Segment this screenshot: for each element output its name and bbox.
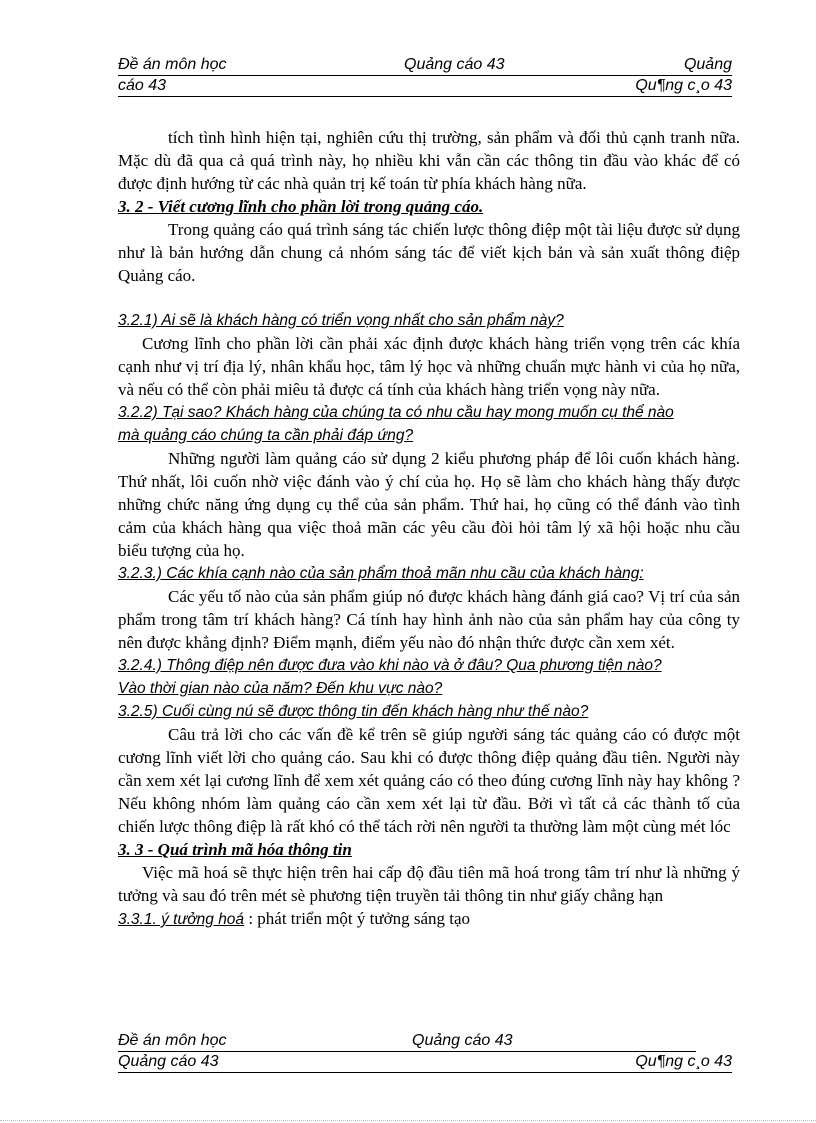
page-footer (118, 1031, 736, 1073)
section-heading-3-2: 3. 2 - Viết cương lĩnh cho phần lời trong quảng cáo. (118, 197, 484, 216)
subheading-3-3-1: 3.3.1. ý tưởng hoá (118, 911, 245, 928)
paragraph: Câu trả lời cho các vấn đề kể trên sẽ giúp người sáng tác quảng cáo có được một cương lĩnh viết lời cho quảng cáo. Sau khi có được thông điệp quảng đầu tiên. Người này cần xem xét lại cương lĩnh để xem xét quảng cáo có theo đúng cương lĩnh này hay không ? Nếu không nhóm làm quảng cáo cần xem xét lại từ đầu. Bởi vì tất cả các thành tố của chiến lược thông điệp là rất khó có thể tách rời nên người ta thường làm một cùng mét lóc (118, 725, 740, 836)
header-left: Đề án môn học (118, 56, 227, 73)
header-rule-2 (118, 96, 732, 97)
paragraph: Trong quảng cáo quá trình sáng tác chiến lược thông điệp một tài liệu được sử dụng như là bản hướng dẫn chung cả nhóm sáng tác để viết kịch bản và sản xuất thông điệp Quảng cáo. (118, 220, 740, 285)
paragraph: Những người làm quảng cáo sử dụng 2 kiểu phương pháp để lôi cuốn khách hàng. Thứ nhất, lôi cuốn nhờ việc đánh vào ý chí của họ. Họ sẽ làm cho khách hàng thấy được những chức năng ứng dụng cụ thể của sản phẩm. Thứ hai, họ cũng có thể đánh vào tình cảm của khách hàng qua việc thoả mãn các yêu cầu đòi hỏi tâm lý xã hội hoặc nhu cầu biểu tượng của họ. (118, 449, 740, 560)
question-3-2-4-line1: 3.2.4.) Thông điệp nên được đưa vào khi nào và ở đâu? Qua phương tiện nào? (118, 657, 662, 674)
header-center: Quảng cáo 43 (404, 56, 505, 73)
footer-line2-right: Qu¶ng c¸o 43 (635, 1053, 732, 1070)
question-3-2-2-line1: 3.2.2) Tại sao? Khách hàng của chúng ta có nhu cầu hay mong muốn cụ thể nào (118, 404, 674, 421)
footer-left: Đề án môn học (118, 1032, 227, 1049)
question-3-2-2-line2: mà quảng cáo chúng ta cần phải đáp ứng? (118, 427, 414, 444)
footer-rule-2 (118, 1072, 732, 1073)
question-3-2-4-line2: Vào thời gian nào của năm? Đến khu vực nào? (118, 680, 443, 697)
subheading-text: : phát triển một ý tưởng sáng tạo (244, 909, 471, 928)
header-right: Quảng (683, 56, 732, 73)
paragraph: Việc mã hoá sẽ thực hiện trên hai cấp độ đầu tiên mã hoá trong tâm trí như là những ý tưởng và sau đó trên mét sè phương tiện truyền tải thông tin như giấy chẳng hạn (118, 863, 740, 905)
document-body (118, 126, 740, 931)
paragraph: Cương lĩnh cho phần lời cần phải xác định được khách hàng triển vọng trên các khía cạnh như vị trí địa lý, nhân khẩu học, tâm lý học và những chuẩn mực hành vi của họ nữa, và nếu có thể còn phải miêu tả được cá tính của khách hàng triển vọng này nữa. (118, 334, 740, 399)
header-line2-right: Qu¶ng c¸o 43 (635, 77, 732, 94)
page-edge-divider (0, 1120, 816, 1121)
question-3-2-5: 3.2.5) Cuối cùng nú sẽ được thông tin đến khách hàng như thế nào? (118, 703, 589, 720)
page-header (118, 55, 736, 95)
question-3-2-1: 3.2.1) Ai sẽ là khách hàng có triển vọng nhất cho sản phẩm này? (118, 312, 564, 329)
header-line2-left: cáo 43 (118, 77, 167, 94)
paragraph: Các yếu tố nào của sản phẩm giúp nó được khách hàng đánh giá cao? Vị trí của sản phẩm trong tâm trí khách hàng? Cá tính hay hình ảnh nào của sản phẩm hay của công ty nên được khẳng định? Điểm mạnh, điểm yếu nào đó nhận thức được cần xem xét. (118, 587, 740, 652)
section-heading-3-3: 3. 3 - Quá trình mã hóa thông tin (118, 840, 352, 859)
paragraph: tích tình hình hiện tại, nghiên cứu thị trường, sản phẩm và đối thủ cạnh tranh nữa. Mặc dù đã qua cả quá trình này, họ nhiều khi vẫn cần các thông tin đầu vào khác để có được định hướng từ các nhà quản trị kế toán từ phía khách hàng nữa. (118, 128, 740, 193)
subheading-line (118, 907, 740, 931)
footer-center: Quảng cáo 43 (412, 1032, 513, 1049)
question-3-2-3: 3.2.3.) Các khía cạnh nào của sản phẩm thoả mãn nhu cầu của khách hàng: (118, 565, 644, 582)
footer-line2-left: Quảng cáo 43 (118, 1053, 219, 1070)
spacer (118, 287, 740, 309)
